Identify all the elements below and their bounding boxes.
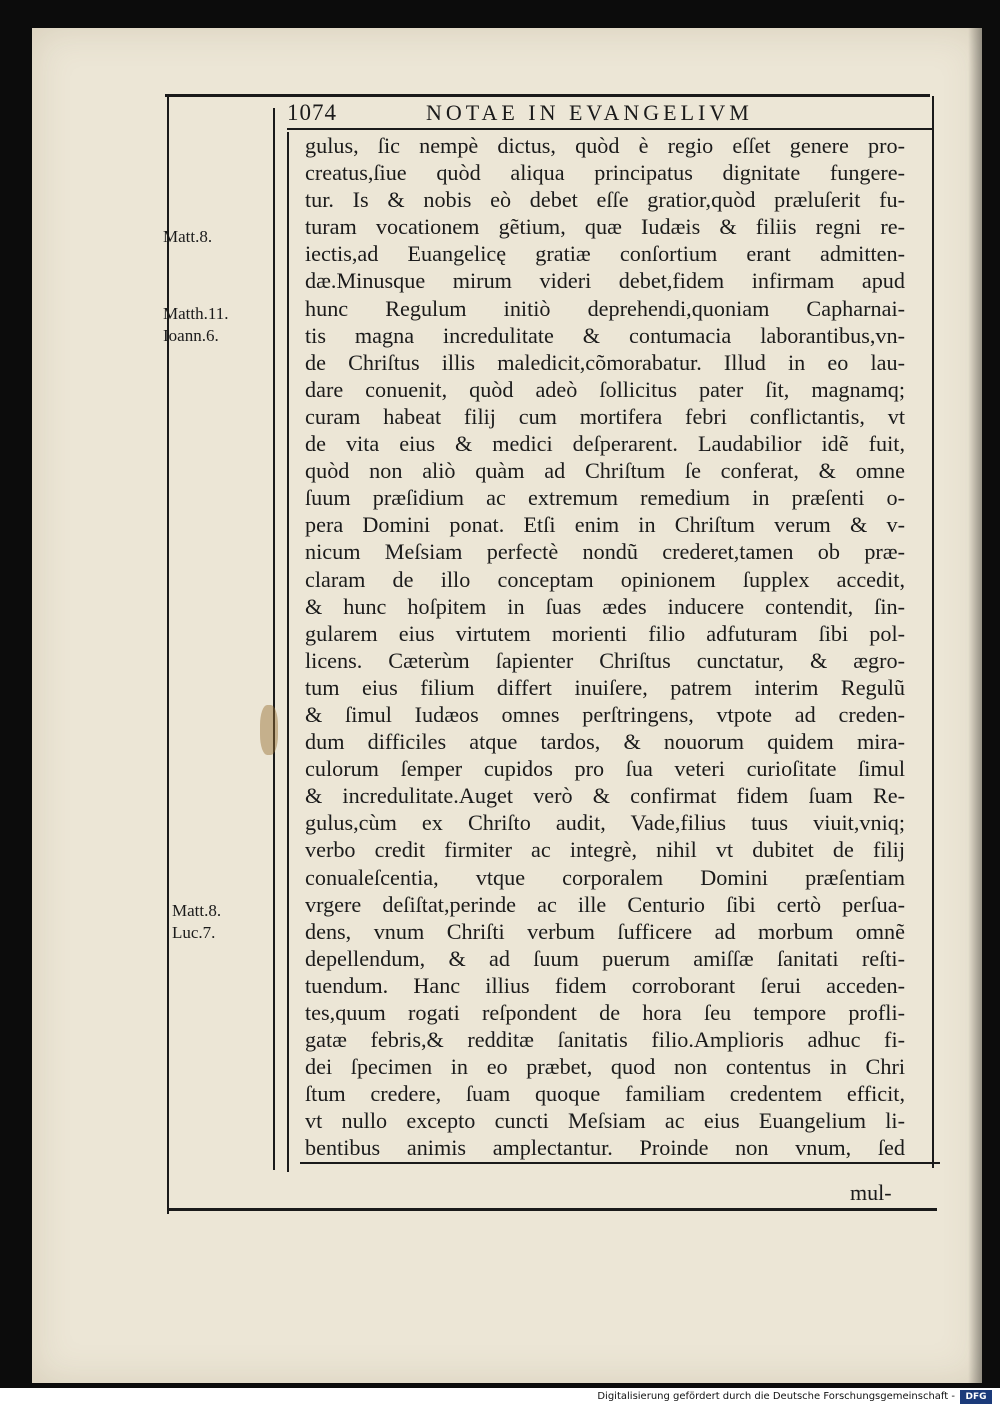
body-text xyxy=(305,132,905,1162)
text-line: creatus,ſiue quòd aliqua principatus dignitate fungere- xyxy=(305,160,905,186)
text-line: tis magna incredulitate & contumacia laborantibus,vn- xyxy=(305,322,905,348)
bottom-text-rule xyxy=(300,1162,940,1164)
dfg-logo-icon: DFG xyxy=(960,1390,992,1404)
text-line: gulus, ſic nempè dictus, quòd è regio eſſet genere pro- xyxy=(305,133,905,158)
text-line: dæ.Minusque mirum videri debet,fidem infirmam apud xyxy=(305,268,905,294)
right-rule xyxy=(932,96,934,1168)
text-line: vrgere deſiſtat,perinde ac ille Centurio ſibi certò perſua- xyxy=(305,891,905,917)
text-line: & hunc hoſpitem in ſuas ædes inducere contendit, ſin- xyxy=(305,593,905,619)
text-line: tur. Is & nobis eò debet eſſe gratior,quòd præluſerit fu- xyxy=(305,187,905,213)
text-line: dare conuenit, quòd adeò ſollicitus pater ſit, magnamq; xyxy=(305,376,905,402)
margin-note-line: Luc.7. xyxy=(172,923,216,942)
top-rule xyxy=(165,94,930,97)
bottom-frame-rule xyxy=(167,1208,937,1211)
text-line: curam habeat filij cum mortifera febri conflictantis, vt xyxy=(305,403,905,429)
text-line: ſuum præſidium ac extremum remedium in præſenti o- xyxy=(305,485,905,511)
footer-bar xyxy=(0,1388,1000,1408)
text-line: gatæ febris,& redditæ ſanitatis filio.Amplioris adhuc fi- xyxy=(305,1027,905,1053)
text-line: nicum Meſsiam perfectè nondũ crederet,tamen ob præ- xyxy=(305,539,905,565)
margin-note-matth-ioann xyxy=(163,303,228,347)
funding-credit: Digitalisierung gefördert durch die Deutsche Forschungsgemeinschaft - xyxy=(597,1391,955,1402)
page-number: 1074 xyxy=(287,100,337,125)
text-line: bentibus animis amplectantur. Proinde non vnum, ſed xyxy=(305,1135,905,1161)
text-line: turam vocationem gẽtium, quæ Iudæis & filiis regni re- xyxy=(305,214,905,240)
text-line: de Chriſtus illis maledicit,cõmorabatur. Illud in eo lau- xyxy=(305,349,905,375)
text-line: verbo credit firmiter ac integrè, nihil vt dubitet de filij xyxy=(305,837,905,863)
text-line: ſtum credere, ſuam quoque familiam credentem efficit, xyxy=(305,1081,905,1107)
paper-stain xyxy=(260,705,278,755)
text-line: & incredulitate.Auget verò & confirmat fidem ſuam Re- xyxy=(305,783,905,809)
left-rule xyxy=(167,96,169,1214)
text-line: iectis,ad Euangelicę gratiæ conſortium erant admitten- xyxy=(305,241,905,267)
running-title: NOTAE IN EVANGELIVM xyxy=(426,100,753,125)
margin-note-matt-8 xyxy=(163,226,212,248)
text-line: claram de illo conceptam opinionem ſupplex accedit, xyxy=(305,566,905,592)
text-line: hunc Regulum initiò deprehendi,quoniam Capharnai- xyxy=(305,295,905,321)
text-column-rule xyxy=(287,132,289,1172)
text-line: conualeſcentia, vtque corporalem Domini præſentiam xyxy=(305,864,905,890)
text-line: & ſimul Iudæos omnes perſtringens, vtpote ad creden- xyxy=(305,701,905,727)
text-line: gulus,cùm ex Chriſto audit, Vade,filius tuus viuit,vniq; xyxy=(305,810,905,836)
text-line: quòd non aliò quàm ad Chriſtum ſe conferat, & omne xyxy=(305,458,905,484)
margin-note-line: Ioann.6. xyxy=(163,326,219,345)
text-line: pera Domini ponat. Etſi enim in Chriſtum verum & v- xyxy=(305,512,905,538)
text-line: de vita eius & medici deſperarent. Laudabilior idẽ fuit, xyxy=(305,431,905,457)
text-line: vt nullo excepto cuncti Meſsiam ac eius Euangelium li- xyxy=(305,1108,905,1134)
text-line: culorum ſemper cupidos pro ſua veteri curioſitate ſimul xyxy=(305,756,905,782)
margin-note-line: Matt.8. xyxy=(163,227,213,246)
margin-note-matt-luc xyxy=(172,900,221,944)
margin-note-line: Matth.11. xyxy=(163,304,229,323)
text-line: tes,quum rogati reſpondent de hora ſeu tempore profli- xyxy=(305,1000,905,1025)
running-head xyxy=(287,100,937,130)
text-line: tum eius filium differt inuiſere, patrem interim Regulũ xyxy=(305,674,905,700)
text-line: depellendum, & ad ſuum puerum amiſſæ ſanitati reſti- xyxy=(305,945,905,971)
margin-column-rule xyxy=(273,108,275,1170)
text-line: licens. Cæterùm ſapienter Chriſtus cunctatur, & ægro- xyxy=(305,647,905,673)
text-line: dum difficiles atque tardos, & nouorum quidem mira- xyxy=(305,729,905,755)
text-line: tuendum. Hanc illius fidem corroborant ſerui acceden- xyxy=(305,972,905,998)
catchword: mul- xyxy=(850,1180,892,1205)
text-line: dens, vnum Chriſti verbum ſufficere ad morbum omnẽ xyxy=(305,918,905,944)
margin-note-line: Matt.8. xyxy=(172,901,222,920)
text-line: dei ſpecimen in eo præbet, quod non contentus in Chri xyxy=(305,1054,905,1080)
text-line: gularem eius virtutem morienti filio adfuturam ſibi pol- xyxy=(305,620,905,646)
